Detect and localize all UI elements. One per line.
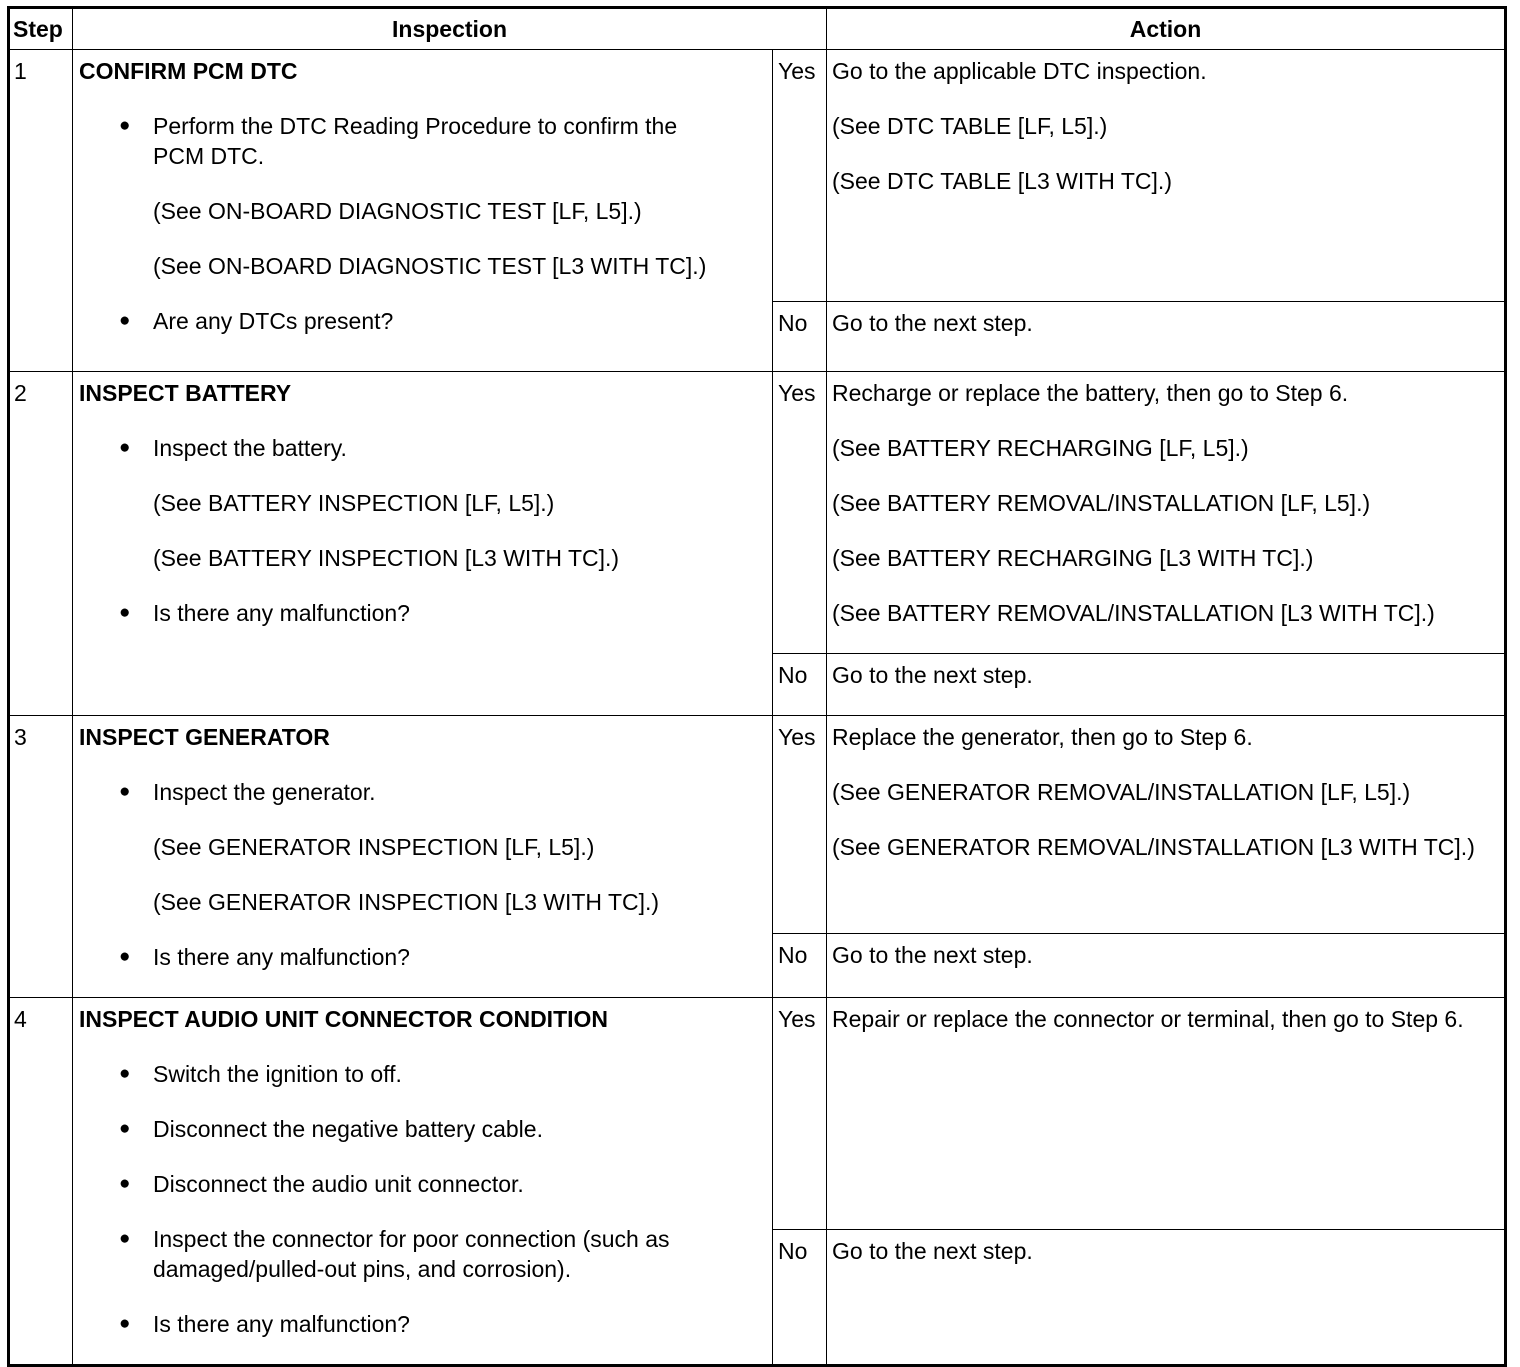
step-title: INSPECT BATTERY [79,380,292,406]
inspection-bullet: ● Disconnect the negative battery cable. [79,1114,732,1144]
yes-action-cell [827,716,1506,934]
step-title: CONFIRM PCM DTC [79,58,298,84]
no-action-cell [827,302,1506,372]
inspection-bullet: ● Are any DTCs present? [79,306,732,336]
table-row [9,716,1506,934]
action-text: (See GENERATOR REMOVAL/INSTALLATION [L3 WITH TC].) [832,834,1475,860]
inspection-reference: (See GENERATOR INSPECTION [L3 WITH TC].) [153,889,660,915]
inspection-cell [73,50,773,372]
action-text: (See BATTERY REMOVAL/INSTALLATION [LF, L5].) [832,490,1371,516]
no-label: No [773,302,827,372]
action-text: Repair or replace the connector or terminal, then go to Step 6. [832,1006,1464,1032]
no-label: No [773,1229,827,1365]
step-number: 4 [9,998,73,1366]
yes-label: Yes [773,998,827,1230]
yes-label: Yes [773,50,827,302]
inspection-cell [73,716,773,998]
inspection-bullet: ● Inspect the generator. [79,777,732,807]
inspection-reference: (See GENERATOR INSPECTION [LF, L5].) [153,834,595,860]
inspection-bullet: ● Is there any malfunction? [79,598,732,628]
no-label: No [773,934,827,998]
action-text: Go to the next step. [832,310,1033,336]
yes-action-cell [827,998,1506,1230]
no-action-cell [827,654,1506,716]
diagnostic-table [7,6,1507,1367]
inspection-reference: (See BATTERY INSPECTION [L3 WITH TC].) [153,545,620,571]
action-text: (See DTC TABLE [LF, L5].) [832,113,1108,139]
no-label: No [773,654,827,716]
header-step: Step [9,8,73,50]
action-text: Replace the generator, then go to Step 6. [832,724,1253,750]
yes-action-cell [827,372,1506,654]
table-body [9,50,1506,1366]
no-action-cell [827,1229,1506,1365]
table-row [9,372,1506,654]
inspection-reference: (See ON-BOARD DIAGNOSTIC TEST [L3 WITH TC].) [153,253,707,279]
table-row [9,998,1506,1230]
action-text: Go to the applicable DTC inspection. [832,58,1207,84]
inspection-bullet: ● Perform the DTC Reading Procedure to confirm the PCM DTC. [79,111,732,171]
step-title: INSPECT GENERATOR [79,724,330,750]
inspection-bullet: ● Disconnect the audio unit connector. [79,1169,732,1199]
action-text: (See GENERATOR REMOVAL/INSTALLATION [LF, L5].) [832,779,1411,805]
table-row [9,50,1506,302]
header-row [9,8,1506,50]
action-text: Recharge or replace the battery, then go to Step 6. [832,380,1349,406]
action-text: Go to the next step. [832,1237,1033,1264]
header-inspection: Inspection [73,8,827,50]
step-number: 2 [9,372,73,716]
action-text: (See BATTERY REMOVAL/INSTALLATION [L3 WITH TC].) [832,600,1435,626]
step-number: 1 [9,50,73,372]
action-text: (See BATTERY RECHARGING [LF, L5].) [832,435,1249,461]
inspection-bullet: ● Inspect the connector for poor connection (such as damaged/pulled-out pins, and corrosion). [79,1224,732,1284]
yes-label: Yes [773,716,827,934]
yes-action-cell [827,50,1506,302]
action-text: Go to the next step. [832,942,1033,969]
inspection-reference: (See BATTERY INSPECTION [LF, L5].) [153,490,555,516]
inspection-bullet: ● Switch the ignition to off. [79,1059,732,1089]
step-title: INSPECT AUDIO UNIT CONNECTOR CONDITION [79,1006,609,1032]
yes-label: Yes [773,372,827,654]
no-action-cell [827,934,1506,998]
inspection-bullet: ● Is there any malfunction? [79,1309,732,1339]
action-text: Go to the next step. [832,662,1033,688]
header-action: Action [827,8,1506,50]
action-text: (See DTC TABLE [L3 WITH TC].) [832,168,1172,194]
step-number: 3 [9,716,73,998]
inspection-cell [73,372,773,716]
inspection-reference: (See ON-BOARD DIAGNOSTIC TEST [LF, L5].) [153,198,642,224]
inspection-bullet: ● Inspect the battery. [79,433,732,463]
inspection-cell [73,998,773,1366]
action-text: (See BATTERY RECHARGING [L3 WITH TC].) [832,545,1314,571]
inspection-bullet: ● Is there any malfunction? [79,942,732,972]
